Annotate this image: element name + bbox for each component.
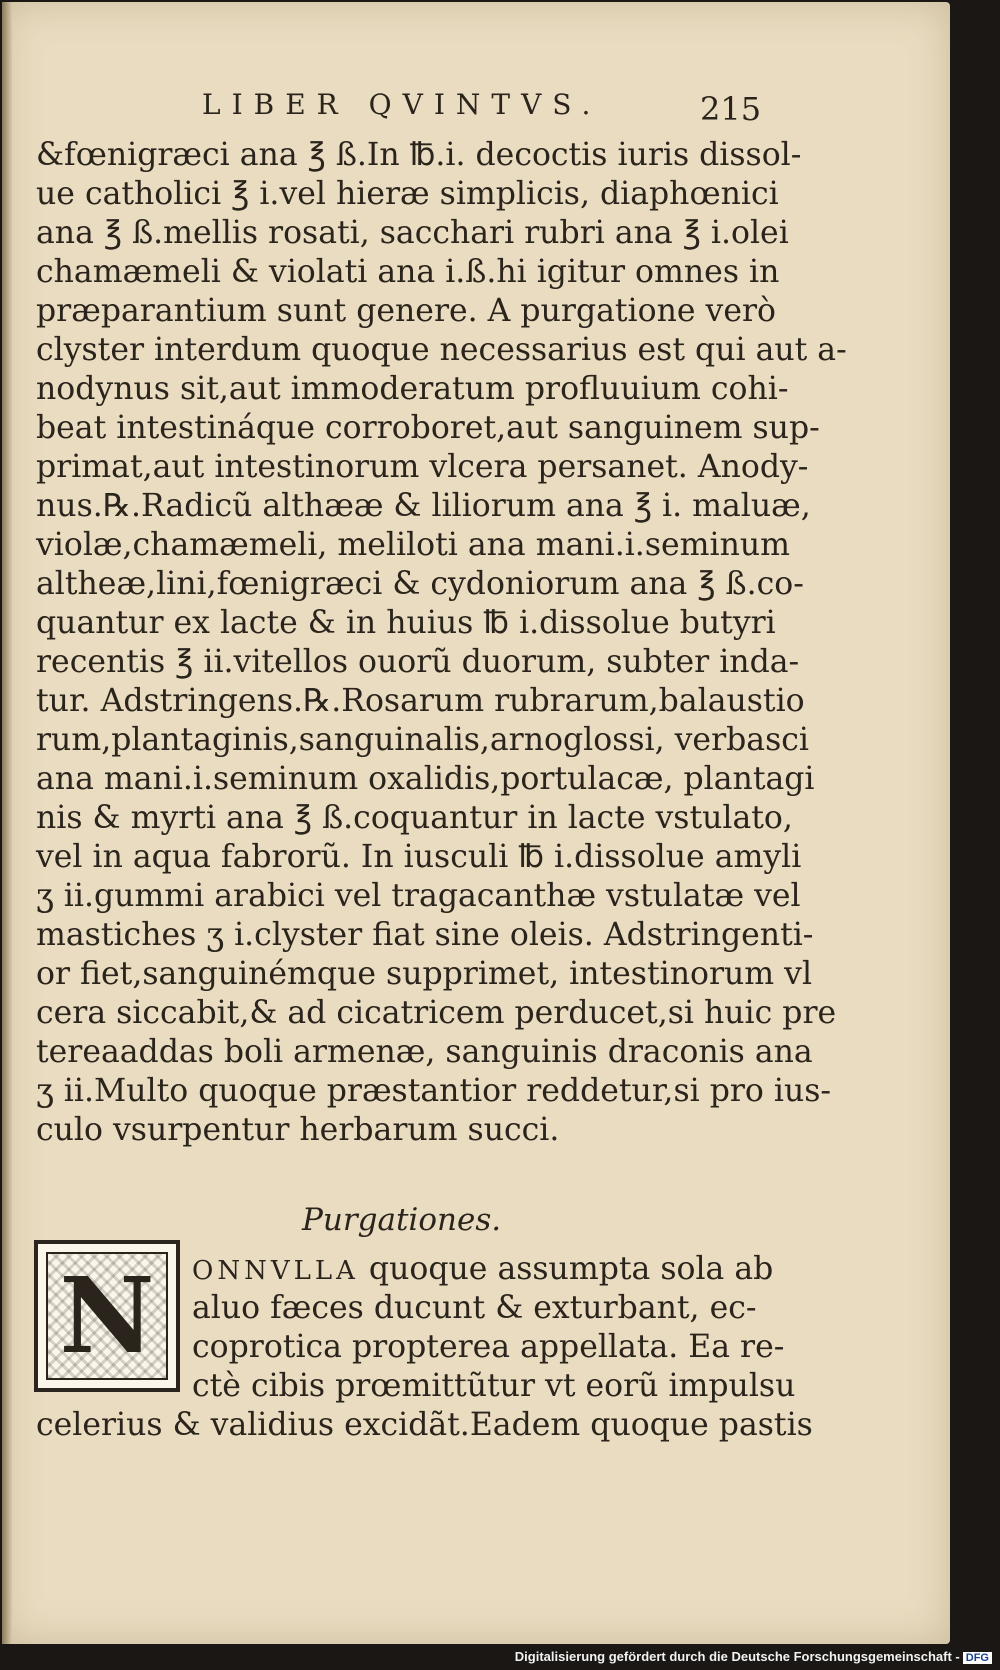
text-line: violæ,chamæmeli, meliloti ana mani.i.seminum xyxy=(36,527,791,563)
text-line: ana mani.i.seminum oxalidis,portulacæ, plantagi xyxy=(36,761,815,797)
section-paragraph-continued xyxy=(36,1406,813,1445)
text-line: nus.℞.Radicũ althææ & liliorum ana ℥ i. maluæ, xyxy=(36,488,811,524)
ornament-icon xyxy=(46,1252,168,1380)
book-page xyxy=(2,2,950,1644)
page-gutter xyxy=(2,2,12,1644)
text-line xyxy=(192,1250,774,1289)
section-paragraph-beside-initial xyxy=(192,1250,796,1406)
text-line: rum,plantaginis,sanguinalis,arnoglossi, verbasci xyxy=(36,722,809,758)
text-line: cera siccabit,& ad cicatricem perducet,si huic pre xyxy=(36,995,837,1031)
text-line: chamæmeli & violati ana i.ß.hi igitur omnes in xyxy=(36,254,780,290)
text-line: celerius & validius excidãt.Eadem quoque pastis xyxy=(36,1407,813,1443)
text-line: nis & myrti ana ℥ ß.coquantur in lacte vstulato, xyxy=(36,800,793,836)
page-number: 215 xyxy=(700,90,762,128)
main-paragraph xyxy=(36,136,847,1150)
decorated-initial xyxy=(34,1240,180,1392)
text-line: &fœnigræci ana ℥ ß.In ℔.i. decoctis iuris dissol- xyxy=(36,137,802,173)
text-line: ʒ ii.Multo quoque præstantior reddetur,si pro ius- xyxy=(36,1073,832,1109)
text-line: recentis ℥ ii.vitellos ouorũ duorum, subter inda- xyxy=(36,644,800,680)
text-line: ʒ ii.gummi arabici vel tragacanthæ vstulatæ vel xyxy=(36,878,801,914)
text-line: altheæ,lini,fœnigræci & cydoniorum ana ℥ ß.co- xyxy=(36,566,804,602)
text-line: ana ℥ ß.mellis rosati, sacchari rubri ana ℥ i.olei xyxy=(36,215,789,251)
text-line: nodynus sit,aut immoderatum profluuium cohi- xyxy=(36,371,789,407)
credit-text: Digitalisierung gefördert durch die Deutsche Forschungsgemeinschaft - xyxy=(514,1649,960,1664)
running-header: LIBER QVINTVS. xyxy=(202,88,602,121)
text-line: primat,aut intestinorum vlcera persanet. Anody- xyxy=(36,449,809,485)
first-word: ONNVLLA xyxy=(192,1256,359,1286)
text-line: ctè cibis prœmittũtur vt eorũ impulsu xyxy=(192,1368,796,1404)
text-line-rest: quoque assumpta sola ab xyxy=(368,1251,774,1287)
text-line: tur. Adstringens.℞.Rosarum rubrarum,balaustio xyxy=(36,683,805,719)
text-line: præparantium sunt genere. A purgatione verò xyxy=(36,293,776,329)
text-line: or fiet,sanguinémque supprimet, intestinorum vl xyxy=(36,956,813,992)
text-line: quantur ex lacte & in huius ℔ i.dissolue butyri xyxy=(36,605,776,641)
initial-letter: N xyxy=(59,1254,155,1377)
text-line: aluo fæces ducunt & exturbant, ec- xyxy=(192,1290,757,1326)
dfg-logo: DFG xyxy=(963,1652,992,1664)
text-line: ue catholici ℥ i.vel hieræ simplicis, diaphœnici xyxy=(36,176,779,212)
text-line: clyster interdum quoque necessarius est qui aut a- xyxy=(36,332,847,368)
text-line: mastiches ʒ i.clyster fiat sine oleis. Adstringenti- xyxy=(36,917,814,953)
digitization-credit xyxy=(515,1649,992,1664)
text-line: tereaaddas boli armenæ, sanguinis draconis ana xyxy=(36,1034,813,1070)
section-heading: Purgationes. xyxy=(302,1202,502,1238)
text-line: culo vsurpentur herbarum succi. xyxy=(36,1112,560,1148)
text-line: coprotica propterea appellata. Ea re- xyxy=(192,1329,785,1365)
text-line: beat intestináque corroboret,aut sanguinem sup- xyxy=(36,410,820,446)
text-line: vel in aqua fabrorũ. In iusculi ℔ i.dissolue amyli xyxy=(36,839,802,875)
